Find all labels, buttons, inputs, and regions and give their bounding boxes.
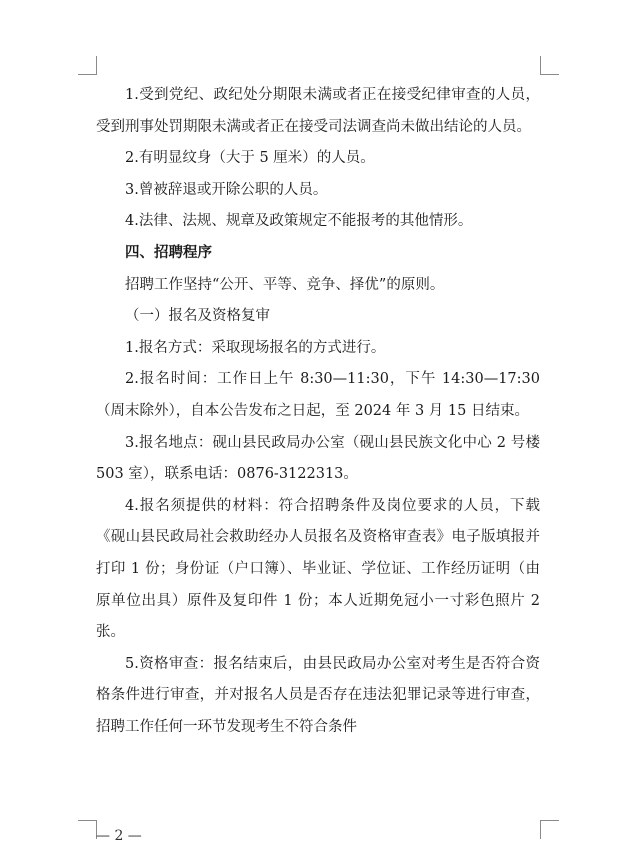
page-number: — 2 — [96, 828, 142, 844]
subsection-heading: （一）报名及资格复审 [125, 308, 270, 325]
crop-mark-top-right [540, 56, 559, 75]
paragraph-principle: 招聘工作坚持“公开、平等、竞争、择优”的原则。 [125, 276, 445, 293]
paragraph-condition-2: 2.有明显纹身（大于 5 厘米）的人员。 [125, 150, 375, 167]
paragraph-registration-time: 2.报名时间：工作日上午 8:30—11:30，下午 14:30—17:30（周末除外），自本公告发布之日起，至 2024 年 3 月 15 日结束。 [96, 371, 540, 419]
crop-mark-bottom-left [78, 820, 97, 839]
crop-mark-top-left [78, 56, 97, 75]
crop-mark-bottom-right [540, 820, 559, 839]
paragraph-qualification-review: 5.资格审查：报名结束后，由县民政局办公室对考生是否符合资格条件进行审查，并对报名人员是否存在违法犯罪记录等进行审查，招聘工作任何一环节发现考生不符合条件 [96, 655, 540, 735]
section-heading: 四、招聘程序 [125, 244, 212, 261]
paragraph-registration-location: 3.报名地点：砚山县民政局办公室（砚山县民族文化中心 2 号楼 503 室），联系电话：0876-3122313。 [96, 434, 540, 483]
paragraph-condition-3: 3.曾被辞退或开除公职的人员。 [125, 181, 328, 198]
document-body [96, 80, 540, 743]
paragraph-condition-1: 1.受到党纪、政纪处分期限未满或者正在接受纪律审查的人员，受到刑事处罚期限未满或者正在接受司法调查尚未做出结论的人员。 [96, 87, 540, 135]
paragraph-required-materials: 4.报名须提供的材料：符合招聘条件及岗位要求的人员，下载《砚山县民政局社会救助经办人员报名及资格审查表》电子版填报并打印 1 份；身份证（户口簿）、毕业证、学位证、工作经历证明（由原单位出具）原件及复印件 1 份；本人近期免冠小一寸彩色照片 2 张。 [96, 497, 540, 641]
paragraph-condition-4: 4.法律、法规、规章及政策规定不能报考的其他情形。 [125, 213, 473, 230]
paragraph-registration-method: 1.报名方式：采取现场报名的方式进行。 [125, 339, 386, 356]
